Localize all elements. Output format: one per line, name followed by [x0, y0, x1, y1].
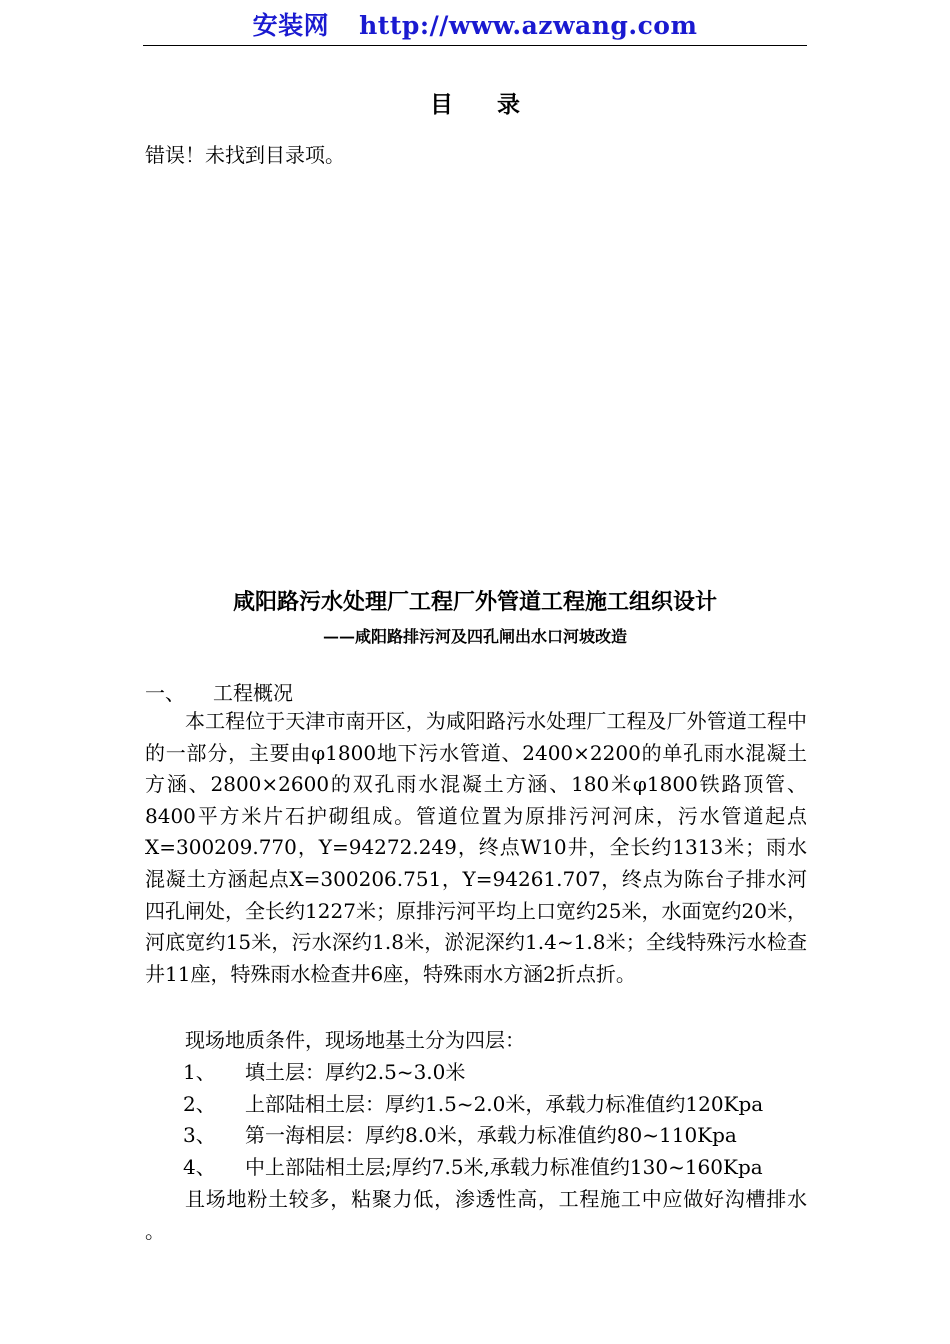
list-item-text: 上部陆相土层：厚约1.5~2.0米，承载力标准值约120Kpa — [245, 1091, 764, 1116]
list-item-number: 2、 — [183, 1091, 216, 1116]
section-heading — [145, 677, 293, 706]
document-subtitle: ——咸阳路排污河及四孔闸出水口河坡改造 — [322, 627, 627, 646]
section-title: 工程概况 — [213, 681, 293, 705]
list-item-text: 中上部陆相土层;厚约7.5米,承载力标准值约130~160Kpa — [245, 1154, 763, 1179]
list-item — [183, 1057, 763, 1089]
section-number: 一、 — [145, 681, 185, 705]
header-rule — [143, 45, 807, 46]
list-item-number: 4、 — [183, 1154, 216, 1179]
document-title: 咸阳路污水处理厂工程厂外管道工程施工组织设计 — [232, 589, 717, 615]
site-name: 安装网 — [252, 11, 330, 40]
toc-error-message: 错误！未找到目录项。 — [145, 143, 345, 167]
site-url[interactable]: http://www.azwang.com — [359, 11, 698, 40]
toc-title-char-1: 目 — [430, 91, 453, 118]
list-item-number: 1、 — [183, 1060, 216, 1084]
drainage-note: 且场地粉土较多，粘聚力低，渗透性高，工程施工中应做好沟槽排水 。 — [145, 1187, 807, 1243]
soil-layer-list — [183, 1057, 763, 1183]
list-item-text: 填土层：厚约2.5~3.0米 — [245, 1060, 466, 1084]
list-item — [183, 1152, 763, 1184]
list-item — [183, 1120, 763, 1152]
list-item — [183, 1089, 763, 1121]
list-item-number: 3、 — [183, 1123, 216, 1148]
geology-intro: 现场地质条件，现场地基土分为四层： — [185, 1028, 525, 1052]
page-header — [0, 6, 950, 42]
toc-title-char-2: 录 — [497, 91, 520, 118]
list-item-text: 第一海相层：厚约8.0米，承载力标准值约80~110Kpa — [245, 1123, 737, 1148]
toc-title — [0, 86, 950, 119]
overview-paragraph: 本工程位于天津市南开区，为咸阳路污水处理厂工程及厂外管道工程中的一部分，主要由φ1800地下污水管道、2400×2200的单孔雨水混凝土方涵、2800×2600的双孔雨水混凝土方涵、180米φ1800铁路顶管、8400平方米片石护砌组成。管道位置为原排污河河床，污水管道起点X=300209.770，Y=94272.249，终点W10井，全长约1313米；雨水混凝土方涵起点X=300206.751，Y=94261.707，终点为陈台子排水河四孔闸处，全长约1227米；原排污河平均上口宽约25米，水面宽约20米，河底宽约15米，污水深约1.8米，淤泥深约1.4~1.8米；全线特殊污水检查井11座，特殊雨水检查井6座，特殊雨水方涵2折点折。 — [145, 709, 807, 986]
